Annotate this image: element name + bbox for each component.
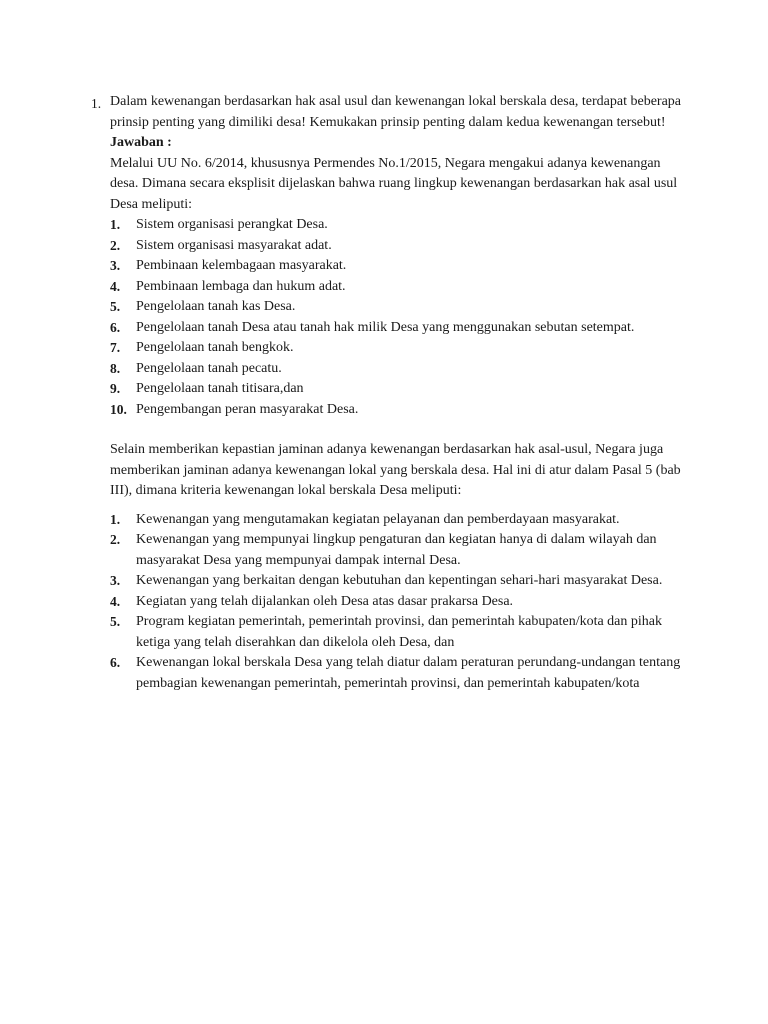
question-text: Dalam kewenangan berdasarkan hak asal usul dan kewenangan lokal berskala desa, terdapat beberapa prinsip penting yang dimiliki desa! Kemukakan prinsip penting dalam kedua kewenangan tersebut! <box>110 94 682 130</box>
list-item-text: Sistem organisasi masyarakat adat. <box>136 237 332 253</box>
question-block <box>110 92 690 133</box>
question-number: 1. <box>91 96 102 111</box>
list-item <box>110 256 690 277</box>
list-item-number: 5. <box>110 299 121 314</box>
list-item-text: Pengelolaan tanah Desa atau tanah hak milik Desa yang menggunakan sebutan setempat. <box>136 319 635 335</box>
list-item-number: 1. <box>110 511 121 527</box>
list-item <box>110 510 690 531</box>
list-item-text: Kewenangan yang mempunyai lingkup pengaturan dan kegiatan hanya di dalam wilayah dan masyarakat Desa yang mempunyai dampak internal Desa. <box>136 532 657 568</box>
list-item-text: Kewenangan yang mengutamakan kegiatan pelayanan dan pemberdayaan masyarakat. <box>136 511 620 527</box>
list-item-number: 6. <box>110 319 121 335</box>
list-item <box>110 612 690 653</box>
intro-paragraph: Melalui UU No. 6/2014, khususnya Permendes No.1/2015, Negara mengakui adanya kewenangan desa. Dimana secara eksplisit dijelaskan bahwa ruang lingkup kewenangan berdasarkan hak asal usul Desa meliputi: <box>110 155 678 212</box>
list-item <box>110 592 690 613</box>
list-item-number: 7. <box>110 340 121 355</box>
list-local-authority <box>110 510 690 695</box>
list-item <box>110 359 690 380</box>
list-item-number: 10. <box>110 401 127 417</box>
list-item <box>110 571 690 592</box>
list-item-text: Pengelolaan tanah bengkok. <box>136 340 294 355</box>
list-item-number: 4. <box>110 278 121 294</box>
list-item-text: Kewenangan lokal berskala Desa yang telah diatur dalam peraturan perundang-undangan tentang pembagian kewenangan pemerintah, pemerintah provinsi, dan pemerintah kabupaten/kota <box>136 655 681 691</box>
list-item-number: 1. <box>110 217 121 232</box>
list-item-text: Pengembangan peran masyarakat Desa. <box>136 401 359 417</box>
answer-heading: Jawaban : <box>110 135 172 150</box>
list-item <box>110 379 690 400</box>
list-item-text: Pengelolaan tanah kas Desa. <box>136 299 296 314</box>
list-item-text: Pembinaan kelembagaan masyarakat. <box>136 258 347 273</box>
list-item-number: 6. <box>110 655 121 670</box>
middle-paragraph: Selain memberikan kepastian jaminan adanya kewenangan berdasarkan hak asal-usul, Negara juga memberikan jaminan adanya kewenangan lokal yang berskala desa. Hal ini di atur dalam Pasal 5 (bab III), dimana kriteria kewenangan lokal berskala Desa meliputi: <box>110 442 681 498</box>
list-item-number: 9. <box>110 381 121 396</box>
document-content <box>110 92 690 694</box>
list-origin-rights <box>110 215 690 420</box>
list-item-text: Kegiatan yang telah dijalankan oleh Desa atas dasar prakarsa Desa. <box>136 593 514 609</box>
list-item-number: 8. <box>110 360 121 376</box>
list-item <box>110 653 690 694</box>
list-item-text: Pembinaan lembaga dan hukum adat. <box>136 278 346 294</box>
list-item <box>110 530 690 571</box>
list-item <box>110 215 690 236</box>
list-item <box>110 400 690 421</box>
list-item-number: 4. <box>110 593 121 609</box>
paragraph-spacer <box>110 420 690 440</box>
list-item-number: 2. <box>110 532 121 547</box>
list-item-number: 3. <box>110 258 121 273</box>
list-item <box>110 236 690 257</box>
answer-block <box>110 133 690 694</box>
list-item-number: 3. <box>110 573 121 588</box>
list-item-number: 5. <box>110 614 121 629</box>
list-item-number: 2. <box>110 237 121 253</box>
list-item-text: Kewenangan yang berkaitan dengan kebutuhan dan kepentingan sehari-hari masyarakat Desa. <box>136 573 663 588</box>
list-item-text: Pengelolaan tanah pecatu. <box>136 360 282 376</box>
list-item <box>110 297 690 318</box>
list-item-text: Program kegiatan pemerintah, pemerintah provinsi, dan pemerintah kabupaten/kota dan pihak ketiga yang telah diserahkan dan dikelola oleh Desa, dan <box>136 614 662 650</box>
list-item <box>110 277 690 298</box>
list-item-text: Pengelolaan tanah titisara,dan <box>136 381 304 396</box>
list-item <box>110 338 690 359</box>
list-item <box>110 318 690 339</box>
list-item-text: Sistem organisasi perangkat Desa. <box>136 217 328 232</box>
